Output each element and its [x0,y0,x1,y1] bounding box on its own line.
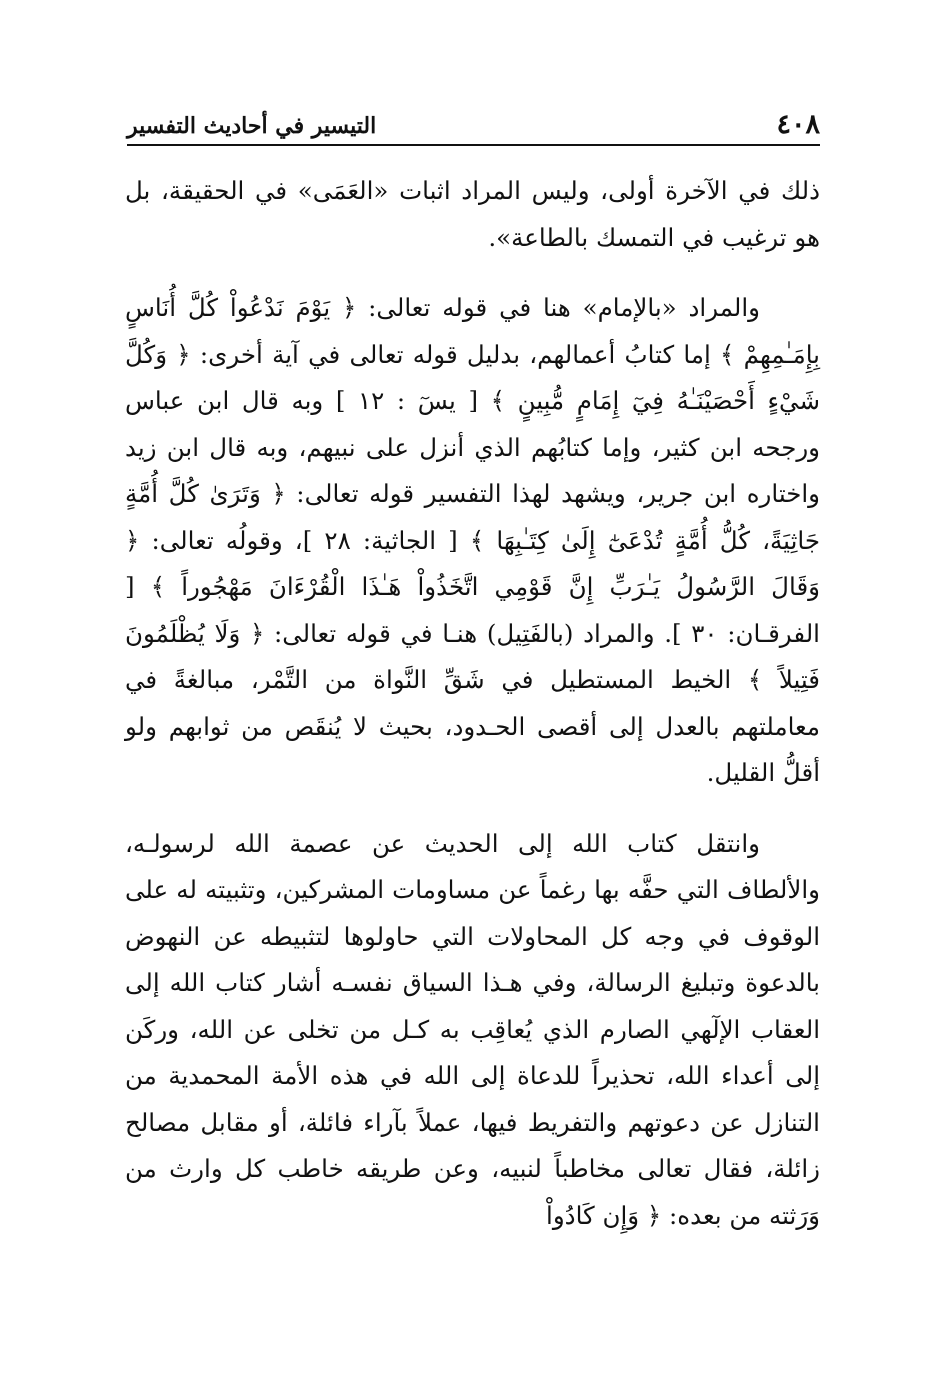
page-number: ٤٠٨ [776,109,820,140]
page-body [125,168,820,1239]
paragraph: وانتقل كتاب الله إلى الحديث عن عصمة الله لرسولـه، والألطاف التي حفَّه بها رغماً عن مساومات المشركين، وتثبيته له على الوقوف في وجه كل المحاولات التي حاولوها لتثبيطه عن النهوض بالدعوة وتبليغ الرسالة، وفي هـذا السياق نفسـه أشار كتاب الله إلى العقاب الإلٓهي الصارم الذي يُعاقِب به كـل من تخلى عن الله، وركَن إلى أعداء الله، تحذيراً للدعاة إلى الله في هذه الأمة المحمدية من التنازل عن دعوتهم والتفريط فيها، عملاً بآراء فائلة، أو مقابل مصالح زائلة، فقال تعالى مخاطباً لنبيه، وعن طريقه خاطب كل وارث من وَرَثته من بعده: ﴿ وَإِن كَادُواْ [125,828,820,1230]
running-title: التيسير في أحاديث التفسير [127,113,377,139]
paragraph: ذلك في الآخرة أولى، وليس المراد اثبات «العَمَى» في الحقيقة، بل هو ترغيب في التمسك بالطاعة». [125,176,820,252]
paragraph: والمراد «بالإمام» هنا في قوله تعالى: ﴿ يَوْمَ نَدْعُواْ كُلَّ أُنَاسٍ بِإِمَـٰمِهِمْ ﴾ إما كتابُ أعمالهم، بدليل قوله تعالى في آية أخرى: ﴿ وَكُلَّ شَيْءٍ أَحْصَيْنَـٰهُ فِيٓ إِمَامٍ مُّبِينٍ ﴾ [ يسٓ : ١٢ ] وبه قال ابن عباس ورجحه ابن كثير، وإما كتابُهم الذي أنزل على نبيهم، وبه قال ابن زيد واختاره ابن جرير، ويشهد لهذا التفسير قوله تعالى: ﴿ وَتَرَىٰ كُلَّ أُمَّةٍ جَاثِيَةً، كُلُّ أُمَّةٍ تُدْعَىٰٓ إِلَىٰ كِتَـٰبِهَا ﴾ [ الجاثية: ٢٨ ]، وقولُه تعالى: ﴿ وَقَالَ الرَّسُولُ يَـٰرَبِّ إِنَّ قَوْمِي اتَّخَذُواْ هَـٰذَا الْقُرْءَانَ مَهْجُوراً ﴾ [ الفرقـان: ٣٠ ]. والمراد (بالفَتِيل) هنـا في قوله تعالى: ﴿ وَلَا يُظْلَمُونَ فَتِيلاً ﴾ الخيط المستطيل في شَقِّ النَّواة من التَّمْر، مبالغةً في معاملتهم بالعدل إلى أقصى الحـدود، بحيث لا يُنقَص من ثوابهم ولو أقلُّ القليل. [125,293,820,787]
page-header [127,104,820,146]
